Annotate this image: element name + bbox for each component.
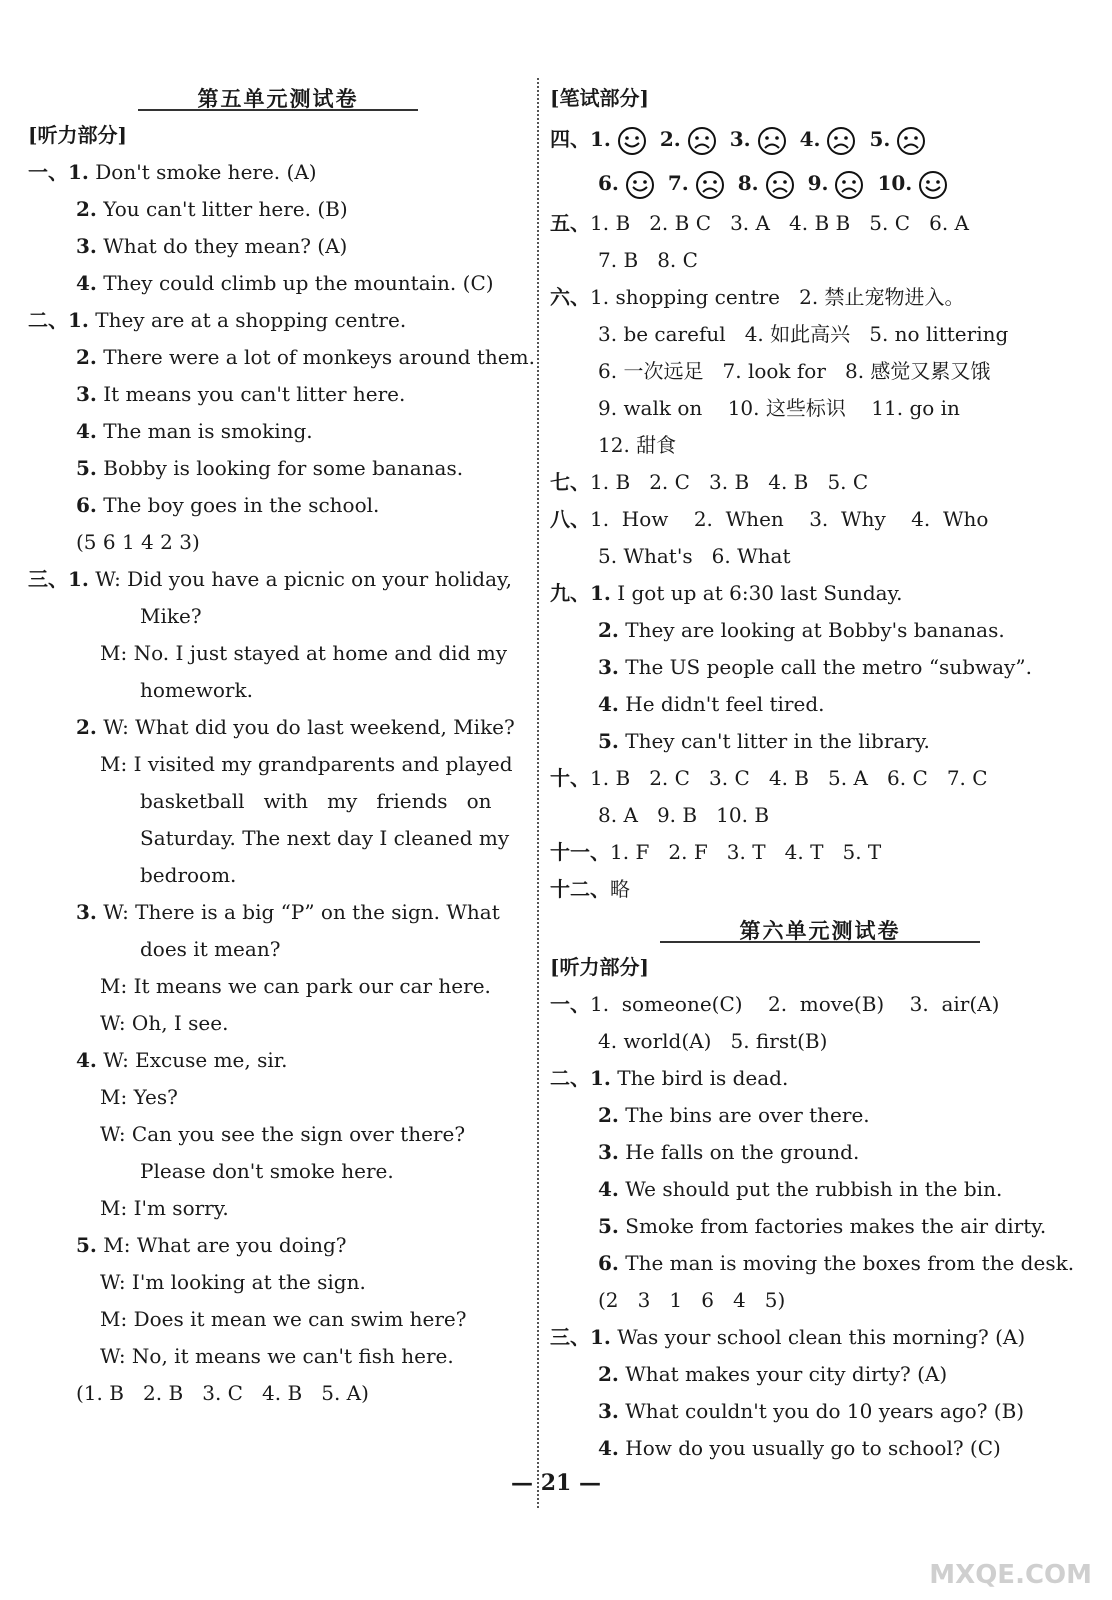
q12-line: 十二、略	[550, 877, 630, 901]
u6q1-line: 一、1. someone(C) 2. move(B) 3. air(A)	[550, 992, 1000, 1016]
watermark: MXQE.COM	[929, 1560, 1092, 1590]
q6-line: 12. 甜食	[598, 433, 677, 457]
q2-item: 5. Bobby is looking for some bananas.	[76, 456, 464, 480]
q3-dialog-line: bedroom.	[140, 863, 237, 887]
q9-item: 5. They can't litter in the library.	[598, 729, 930, 753]
q2-order: (5 6 1 4 2 3)	[76, 530, 200, 554]
q3-dialog-line: M: I visited my grandparents and played	[100, 752, 513, 776]
u6q2-item: 2. The bins are over there.	[598, 1103, 870, 1127]
q8-line: 5. What's 6. What	[598, 544, 791, 568]
q1-item: 2. You can't litter here. (B)	[76, 197, 348, 221]
q6-line: 9. walk on 10. 这些标识 11. go in	[598, 396, 960, 420]
listening-section-heading: [听力部分]	[28, 123, 127, 147]
sad-face-icon	[896, 126, 926, 156]
q3-answers: (1. B 2. B 3. C 4. B 5. A)	[76, 1381, 369, 1405]
q3-dialog-line: W: No, it means we can't fish here.	[100, 1344, 454, 1368]
q9-item: 4. He didn't feel tired.	[598, 692, 825, 716]
q11-line: 十一、1. F 2. F 3. T 4. T 5. T	[550, 840, 882, 864]
u6q2-item: 二、1. The bird is dead.	[550, 1066, 789, 1090]
q5-line: 7. B 8. C	[598, 248, 698, 272]
q3-dialog-line: Saturday. The next day I cleaned my	[140, 826, 510, 850]
sad-face-icon	[687, 126, 717, 156]
column-divider	[537, 78, 539, 1508]
sad-face-icon	[757, 126, 787, 156]
q3-dialog-line: 三、1. W: Did you have a picnic on your holiday,	[28, 567, 513, 591]
q6-line: 六、1. shopping centre 2. 禁止宠物进入。	[550, 285, 965, 309]
q3-dialog-line: 2. W: What did you do last weekend, Mike?	[76, 715, 515, 739]
happy-face-icon	[617, 126, 647, 156]
u6q3-item: 3. What couldn't you do 10 years ago? (B)	[598, 1399, 1025, 1423]
written-section-heading: [笔试部分]	[550, 86, 649, 110]
q4-faces-row2: 6. 7. 8. 9. 10.	[550, 161, 1090, 205]
q3-dialog-line: M: It means we can park our car here.	[100, 974, 491, 998]
q2-item: 4. The man is smoking.	[76, 419, 313, 443]
happy-face-icon	[918, 170, 948, 200]
u6q3-item: 4. How do you usually go to school? (C)	[598, 1436, 1001, 1460]
sad-face-icon	[826, 126, 856, 156]
q1-item: 一、1. Don't smoke here. (A)	[28, 160, 317, 184]
q4-faces-row1: 四、1. 2. 3. 4. 5.	[550, 117, 1090, 161]
q2-item: 3. It means you can't litter here.	[76, 382, 406, 406]
q1-item: 4. They could climb up the mountain. (C)	[76, 271, 494, 295]
right-column	[550, 80, 1090, 1467]
u6q2-item: 6. The man is moving the boxes from the desk.	[598, 1251, 1075, 1275]
q3-dialog-line: M: Does it mean we can swim here?	[100, 1307, 467, 1331]
q3-dialog-line: W: I'm looking at the sign.	[100, 1270, 366, 1294]
q2-item: 6. The boy goes in the school.	[76, 493, 380, 517]
q9-item: 九、1. I got up at 6:30 last Sunday.	[550, 581, 903, 605]
listening-section-heading-2: [听力部分]	[550, 955, 649, 979]
q9-item: 2. They are looking at Bobby's bananas.	[598, 618, 1005, 642]
q2-item: 二、1. They are at a shopping centre.	[28, 308, 407, 332]
left-column	[28, 80, 535, 1412]
q10-line: 8. A 9. B 10. B	[598, 803, 770, 827]
unit6-title: 第六单元测试卷	[550, 912, 1090, 949]
happy-face-icon	[625, 170, 655, 200]
sad-face-icon	[834, 170, 864, 200]
u6q2-item: 3. He falls on the ground.	[598, 1140, 860, 1164]
u6q3-item: 2. What makes your city dirty? (A)	[598, 1362, 948, 1386]
q10-line: 十、1. B 2. C 3. C 4. B 5. A 6. C 7. C	[550, 766, 988, 790]
q3-dialog-line: Mike?	[140, 604, 202, 628]
q2-item: 2. There were a lot of monkeys around them.	[76, 345, 535, 369]
unit5-title: 第五单元测试卷	[28, 80, 528, 117]
q3-dialog-line: 3. W: There is a big “P” on the sign. What	[76, 900, 500, 924]
q3-dialog-line: 5. M: What are you doing?	[76, 1233, 347, 1257]
q3-dialog-line: M: No. I just stayed at home and did my	[100, 641, 507, 665]
q3-dialog-line: M: I'm sorry.	[100, 1196, 229, 1220]
q3-dialog-line: M: Yes?	[100, 1085, 178, 1109]
sad-face-icon	[765, 170, 795, 200]
q6-line: 6. 一次远足 7. look for 8. 感觉又累又饿	[598, 359, 991, 383]
q5-line: 五、1. B 2. B C 3. A 4. B B 5. C 6. A	[550, 211, 969, 235]
u6q2-order: (2 3 1 6 4 5)	[598, 1288, 786, 1312]
q8-line: 八、1. How 2. When 3. Why 4. Who	[550, 507, 989, 531]
q3-dialog-line: Please don't smoke here.	[140, 1159, 394, 1183]
q3-dialog-line: 4. W: Excuse me, sir.	[76, 1048, 288, 1072]
q7-line: 七、1. B 2. C 3. B 4. B 5. C	[550, 470, 869, 494]
q3-dialog-line: basketball with my friends on	[140, 789, 492, 813]
sad-face-icon	[695, 170, 725, 200]
u6q1-line: 4. world(A) 5. first(B)	[598, 1029, 828, 1053]
q9-item: 3. The US people call the metro “subway”.	[598, 655, 1032, 679]
q3-dialog-line: does it mean?	[140, 937, 281, 961]
u6q3-item: 三、1. Was your school clean this morning? (A)	[550, 1325, 1026, 1349]
q3-dialog-line: W: Oh, I see.	[100, 1011, 229, 1035]
q6-line: 3. be careful 4. 如此高兴 5. no littering	[598, 322, 1009, 346]
q3-dialog-line: homework.	[140, 678, 253, 702]
page-number: — 21 —	[511, 1470, 601, 1496]
u6q2-item: 4. We should put the rubbish in the bin.	[598, 1177, 1003, 1201]
q3-dialog-line: W: Can you see the sign over there?	[100, 1122, 466, 1146]
u6q2-item: 5. Smoke from factories makes the air dirty.	[598, 1214, 1047, 1238]
q1-item: 3. What do they mean? (A)	[76, 234, 348, 258]
